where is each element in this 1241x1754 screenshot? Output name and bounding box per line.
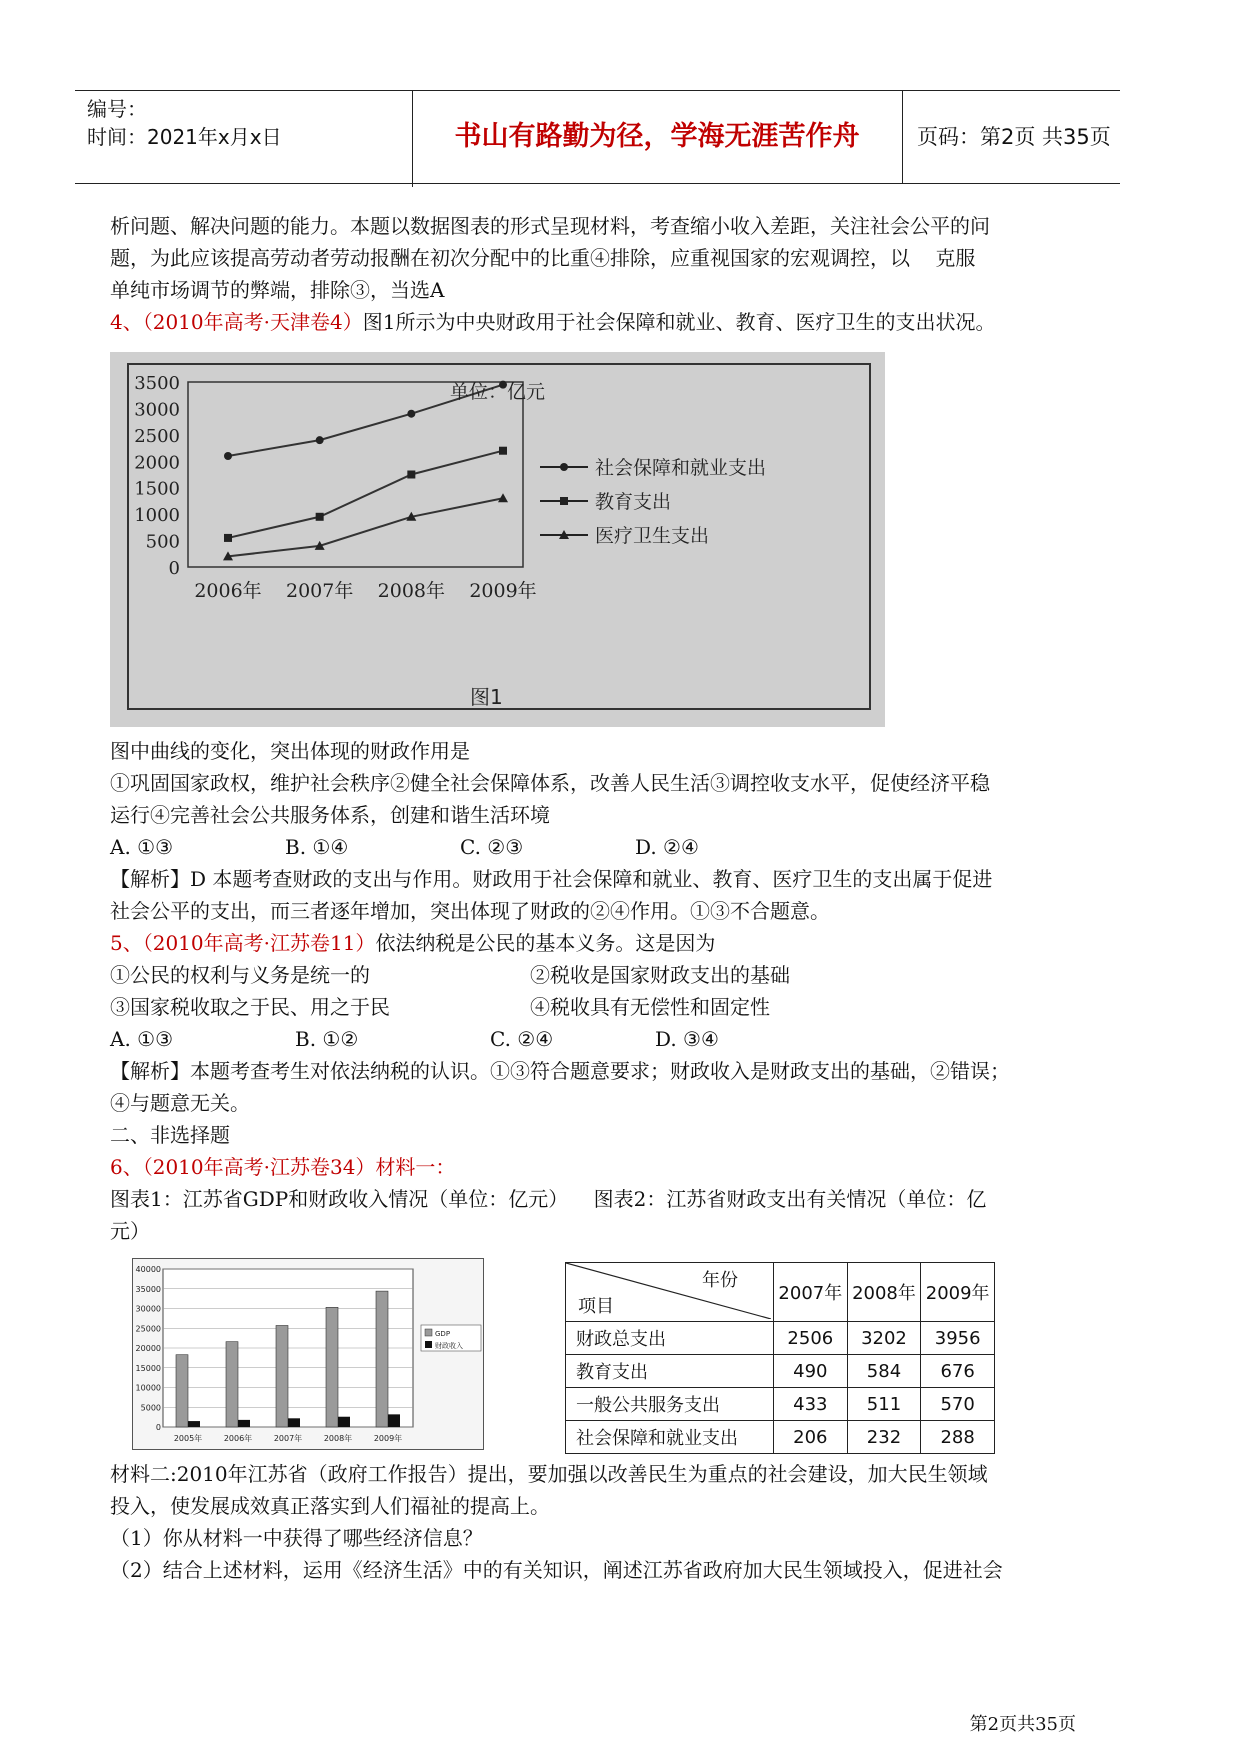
col-year: 2009年	[921, 1263, 995, 1322]
cell: 570	[921, 1388, 995, 1421]
legend-swatch	[425, 1329, 432, 1336]
analysis-line: 社会公平的支出，而三者逐年增加，突出体现了财政的②④作用。①③不合题意。	[110, 899, 830, 923]
bar-revenue	[388, 1414, 400, 1427]
question-line: （2）结合上述材料，运用《经济生活》中的有关知识，阐述江苏省政府加大民生领域投入，促进社会	[110, 1558, 1003, 1582]
legend-label: 教育支出	[595, 491, 672, 513]
figure-1-line-chart	[110, 352, 885, 727]
row-item: 教育支出	[566, 1355, 774, 1388]
legend-marker	[560, 463, 568, 471]
y-tick-label: 30000	[135, 1304, 161, 1314]
legend-label: GDP	[435, 1330, 451, 1338]
page-header	[75, 90, 1120, 184]
page-footer: 第2页共35页	[969, 1714, 1076, 1735]
cell: 433	[774, 1388, 848, 1421]
y-tick-label: 10000	[135, 1383, 161, 1393]
data-point	[224, 452, 232, 460]
data-point	[407, 471, 415, 479]
option-d: D. ②④	[635, 835, 699, 859]
y-tick-label: 5000	[140, 1403, 161, 1413]
x-tick-label: 2009年	[469, 580, 537, 602]
cell: 584	[847, 1355, 921, 1388]
header-item: 项目	[578, 1296, 614, 1317]
legend-label: 医疗卫生支出	[595, 525, 710, 547]
header-left	[87, 91, 413, 187]
question-source: 4、（2010年高考·天津卷4）	[110, 310, 363, 334]
analysis-line: 【解析】D 本题考查财政的支出与作用。财政用于社会保障和就业、教育、医疗卫生的支出属于促进	[110, 867, 993, 891]
analysis-line: 【解析】本题考查考生对依法纳税的认识。①③符合题意要求；财政收入是财政支出的基础，②错误；	[110, 1059, 1010, 1083]
y-tick-label: 25000	[135, 1324, 161, 1334]
bar-revenue	[238, 1420, 250, 1427]
text-line: 元）	[110, 1219, 150, 1243]
y-tick-label: 1500	[134, 478, 180, 500]
option-b: B. ①②	[295, 1027, 359, 1051]
chart-frame	[128, 364, 870, 709]
y-tick-label: 2000	[134, 452, 180, 474]
bar-revenue	[288, 1418, 300, 1427]
section-heading: 二、非选择题	[110, 1123, 230, 1147]
y-tick-label: 0	[168, 558, 180, 579]
x-tick-label: 2007年	[285, 580, 354, 602]
cell: 676	[921, 1355, 995, 1388]
cell: 232	[847, 1421, 921, 1454]
bar-gdp	[276, 1325, 288, 1427]
option-2: ②税收是国家财政支出的基础	[530, 963, 790, 987]
table-row	[566, 1421, 995, 1454]
figure-caption: 图1	[470, 685, 503, 709]
text-line: 题，为此应该提高劳动者劳动报酬在初次分配中的比重④排除，应重视国家的宏观调控，以 克服	[110, 246, 976, 270]
material-two	[110, 1458, 1125, 1586]
cell: 288	[921, 1421, 995, 1454]
option-3: ③国家税收取之于民、用之于民	[110, 995, 390, 1019]
text-line: ①巩固国家政权，维护社会秩序②健全社会保障体系，改善人民生活③调控收支水平，促使经济平稳	[110, 771, 990, 795]
text-line: 图中曲线的变化，突出体现的财政作用是	[110, 739, 470, 763]
text-line: 材料二:2010年江苏省（政府工作报告）提出，要加强以改善民生为重点的社会建设，加大民生领域	[110, 1462, 988, 1486]
option-c: C. ②④	[490, 1027, 554, 1051]
y-tick-label: 1000	[134, 505, 180, 527]
q5-row1	[110, 959, 1125, 991]
row-item: 社会保障和就业支出	[566, 1421, 774, 1454]
data-point	[407, 410, 415, 418]
bar-revenue	[188, 1421, 200, 1427]
x-tick-label: 2009年	[373, 1434, 403, 1443]
question-6-source: 6、（2010年高考·江苏卷34）材料一：	[110, 1155, 456, 1179]
unit-label: 单位：亿元	[450, 381, 546, 403]
q5-row2	[110, 991, 1125, 1023]
legend-label: 财政收入	[435, 1342, 463, 1350]
header-year: 年份	[702, 1270, 738, 1291]
bar-gdp	[376, 1291, 388, 1427]
analysis-line: ④与题意无关。	[110, 1091, 250, 1115]
question-4	[110, 306, 1125, 338]
legend-marker	[560, 497, 568, 505]
table-row	[566, 1355, 995, 1388]
option-a: A. ①③	[110, 835, 174, 859]
y-tick-label: 0	[155, 1423, 161, 1432]
table-corner	[566, 1263, 774, 1322]
bar-gdp	[326, 1307, 338, 1427]
option-a: A. ①③	[110, 1027, 174, 1051]
table-row	[566, 1388, 995, 1421]
question-5	[110, 927, 1125, 959]
table-row	[566, 1322, 995, 1355]
row-item: 财政总支出	[566, 1322, 774, 1355]
q4-options	[110, 831, 1125, 863]
y-tick-label: 15000	[135, 1363, 161, 1373]
q5-options	[110, 1023, 1125, 1055]
y-tick-label: 35000	[135, 1284, 161, 1294]
number-label: 编号：	[87, 97, 147, 121]
data-point	[316, 436, 324, 444]
series-line	[228, 498, 503, 556]
cell: 490	[774, 1355, 848, 1388]
x-tick-label: 2005年	[173, 1434, 203, 1443]
option-c: C. ②③	[460, 835, 524, 859]
legend-swatch	[425, 1341, 432, 1348]
plot-area	[188, 382, 523, 567]
option-4: ④税收具有无偿性和固定性	[530, 995, 770, 1019]
question-text: 图1所示为中央财政用于社会保障和就业、教育、医疗卫生的支出状况。	[362, 310, 996, 334]
bar-gdp	[226, 1342, 238, 1427]
x-tick-label: 2007年	[273, 1434, 303, 1443]
col-year: 2008年	[847, 1263, 921, 1322]
x-tick-label: 2008年	[323, 1434, 353, 1443]
option-b: B. ①④	[285, 835, 349, 859]
bar-revenue	[338, 1417, 350, 1427]
data-point	[224, 534, 232, 542]
question-text: 依法纳税是公民的基本义务。这是因为	[375, 931, 716, 955]
x-tick-label: 2006年	[223, 1434, 253, 1443]
cell: 3202	[847, 1322, 921, 1355]
text-line: 单纯市场调节的弊端，排除③，当选A	[110, 278, 445, 302]
document-body	[110, 210, 1125, 338]
expenditure-table	[565, 1262, 995, 1454]
bar-gdp	[176, 1355, 188, 1427]
time-label: 时间：2021年x月x日	[87, 125, 282, 149]
y-tick-label: 40000	[135, 1265, 161, 1274]
cell: 2506	[774, 1322, 848, 1355]
cell: 206	[774, 1421, 848, 1454]
y-tick-label: 20000	[135, 1344, 161, 1353]
header-motto: 书山有路勤为径，学海无涯苦作舟	[412, 91, 903, 183]
option-d: D. ③④	[655, 1027, 719, 1051]
line-chart-svg	[110, 352, 885, 727]
y-tick-label: 3000	[134, 399, 180, 421]
question-source: 5、（2010年高考·江苏卷11）	[110, 931, 376, 955]
x-tick-label: 2006年	[194, 580, 262, 602]
series-line	[228, 451, 503, 538]
text-line: 图表1：江苏省GDP和财政收入情况（单位：亿元） 图表2：江苏省财政支出有关情况（单位：亿	[110, 1187, 987, 1211]
text-line: 析问题、解决问题的能力。本题以数据图表的形式呈现材料，考查缩小收入差距，关注社会公平的问	[110, 214, 990, 238]
data-point	[499, 447, 507, 455]
bar-chart-svg	[133, 1259, 483, 1449]
question-line: （1）你从材料一中获得了哪些经济信息？	[110, 1526, 483, 1550]
y-tick-label: 3500	[134, 373, 180, 394]
text-line: 运行④完善社会公共服务体系，创建和谐生活环境	[110, 803, 550, 827]
header-page-label: 页码：第2页 共35页	[917, 125, 1111, 149]
data-point	[316, 513, 324, 521]
x-tick-label: 2008年	[377, 580, 446, 602]
option-1: ①公民的权利与义务是统一的	[110, 963, 370, 987]
legend-label: 社会保障和就业支出	[595, 457, 767, 479]
cell: 3956	[921, 1322, 995, 1355]
col-year: 2007年	[774, 1263, 848, 1322]
y-tick-label: 2500	[134, 425, 180, 447]
text-line: 投入，使发展成效真正落实到人们福祉的提高上。	[110, 1494, 550, 1518]
row-item: 一般公共服务支出	[566, 1388, 774, 1421]
cell: 511	[847, 1388, 921, 1421]
y-tick-label: 500	[145, 531, 180, 553]
figure-bar-chart	[132, 1258, 484, 1450]
data-point	[498, 493, 508, 502]
q4-continued	[110, 735, 1125, 1247]
